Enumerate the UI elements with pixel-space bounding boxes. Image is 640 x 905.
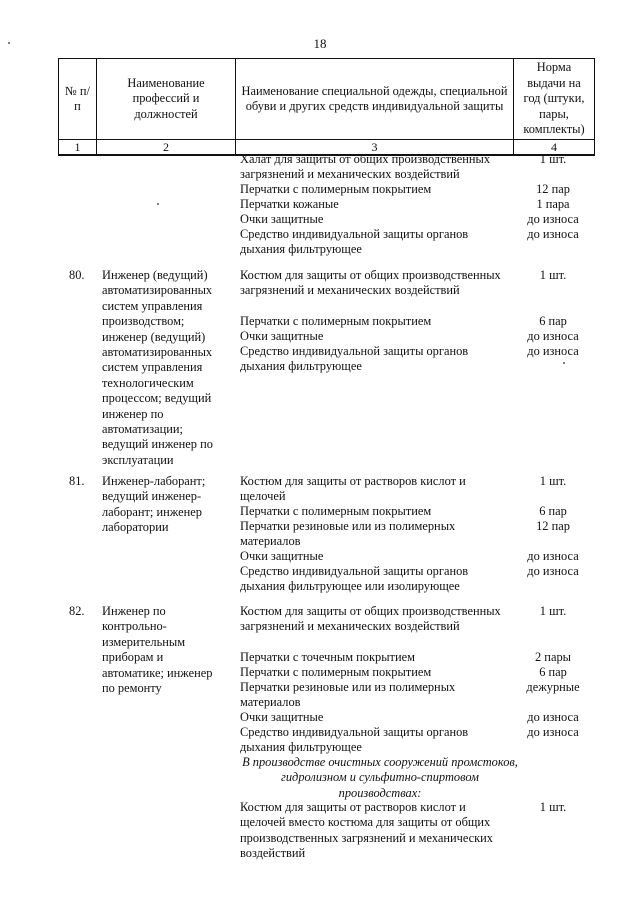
scan-speck — [157, 203, 159, 205]
item-name: Очки защитные — [240, 710, 324, 724]
table-header-row — [59, 59, 594, 140]
header-profession: Наименование профессий и должностей — [97, 59, 236, 139]
production-note: В производстве очистных сооружений промстоков, гидролизном и сульфитно-спиртовом производствах: — [242, 755, 518, 800]
entry-number: 80. — [69, 268, 85, 282]
item-name: Перчатки резиновые или из полимерных материалов — [240, 519, 456, 549]
item-norm: до износа — [527, 549, 579, 563]
item-norm: 1 шт. — [539, 474, 567, 488]
entry-number: 82. — [69, 604, 85, 618]
column-number: 1 — [59, 140, 97, 154]
scan-speck — [563, 362, 565, 364]
item-name: Перчатки с полимерным покрытием — [240, 504, 432, 518]
scan-speck — [8, 42, 10, 44]
item-name: Средство индивидуальной защиты органов дыхания фильтрующее — [240, 344, 469, 374]
item-name: Средство индивидуальной защиты органов дыхания фильтрующее — [240, 227, 469, 257]
item-name: Перчатки с полимерным покрытием — [240, 182, 432, 196]
item-norm: 12 пар — [536, 182, 570, 196]
item-norm: 1 шт. — [539, 800, 567, 814]
entry-profession: Инженер по контрольно-измерительным приборам и автоматике; инженер по ремонту — [102, 604, 213, 696]
header-norm: Норма выдачи на год (штуки, пары, комплекты) — [523, 60, 585, 137]
page-number: 18 — [313, 36, 327, 51]
item-name: Костюм для защиты от растворов кислот и щелочей — [240, 474, 466, 504]
item-name: Костюм для защиты от общих производственных загрязнений и механических воздействий — [240, 268, 501, 298]
item-name: Очки защитные — [240, 549, 324, 563]
item-norm: 6 пар — [539, 665, 567, 679]
header-num: № п/п — [59, 59, 97, 139]
item-name: Костюм для защиты от растворов кислот и щелочей вместо костюма для защиты от общих производственных загрязнений и механических воздействий — [240, 800, 493, 861]
item-norm: до износа — [527, 212, 579, 226]
item-name: Перчатки с точечным покрытием — [240, 650, 415, 664]
item-name: Перчатки резиновые или из полимерных материалов — [240, 680, 456, 710]
item-name: Халат для защиты от общих производственных загрязнений и механических воздействий — [240, 152, 491, 182]
item-norm: 12 пар — [536, 519, 570, 533]
item-name: Перчатки кожаные — [240, 197, 339, 211]
item-norm: до износа — [527, 725, 579, 739]
item-name: Перчатки с полимерным покрытием — [240, 314, 432, 328]
entry-profession: Инженер (ведущий) автоматизированных систем управления производством; инженер (ведущий) автоматизированных систем управления технологическим процессом; ведущий инженер по автоматизации; ведущий инженер по эксплуатации — [102, 268, 213, 467]
item-norm: 1 шт. — [539, 604, 567, 618]
item-name: Средство индивидуальной защиты органов дыхания фильтрующее или изолирующее — [240, 564, 469, 594]
item-norm: 2 пары — [535, 650, 571, 664]
header-items: Наименование специальной одежды, специальной обуви и других средств индивидуальной защиты — [236, 59, 514, 139]
entry-profession: Инженер-лаборант; ведущий инженер-лаборант; инженер лаборатории — [102, 474, 206, 535]
entry-number: 81. — [69, 474, 85, 488]
item-norm: до износа — [527, 564, 579, 578]
item-norm: до износа — [527, 227, 579, 241]
column-number: 4 — [551, 140, 557, 154]
item-name: Перчатки с полимерным покрытием — [240, 665, 432, 679]
item-name: Костюм для защиты от общих производственных загрязнений и механических воздействий — [240, 604, 501, 634]
item-name: Очки защитные — [240, 212, 324, 226]
column-number: 2 — [97, 140, 236, 154]
item-norm: до износа — [527, 710, 579, 724]
item-norm: 6 пар — [539, 504, 567, 518]
ppe-norms-table — [58, 58, 595, 156]
item-norm: 6 пар — [539, 314, 567, 328]
item-norm: 1 пара — [536, 197, 570, 211]
item-norm: 1 шт. — [539, 152, 567, 166]
item-norm: до износа — [527, 329, 579, 343]
column-number: 3 — [236, 140, 514, 154]
item-name: Очки защитные — [240, 329, 324, 343]
item-name: Средство индивидуальной защиты органов дыхания фильтрующее — [240, 725, 469, 755]
item-norm: 1 шт. — [539, 268, 567, 282]
item-norm: до износа — [527, 344, 579, 358]
item-norm: дежурные — [526, 680, 580, 694]
